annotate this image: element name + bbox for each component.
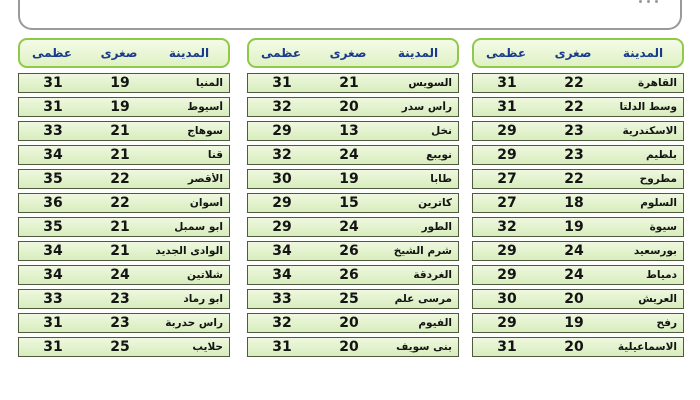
city-cell: راس حدربة: [165, 317, 223, 329]
city-cell: الفيوم: [418, 317, 452, 329]
city-cell: كاترين: [418, 197, 452, 209]
table-row: [247, 265, 459, 285]
table-row: [247, 241, 459, 261]
header-max: عظمى: [260, 46, 302, 60]
max-temp-cell: 32: [497, 219, 517, 235]
min-temp-cell: 19: [564, 315, 584, 331]
min-temp-cell: 20: [339, 339, 359, 355]
max-temp-cell: 29: [272, 123, 292, 139]
city-cell: نخل: [431, 125, 452, 137]
city-cell: الطور: [421, 221, 452, 233]
min-temp-cell: 22: [564, 99, 584, 115]
city-cell: بنى سويف: [396, 341, 452, 353]
min-temp-cell: 19: [110, 75, 130, 91]
city-cell: بلطيم: [646, 149, 677, 161]
table-row: [472, 97, 684, 117]
table-row: [18, 241, 230, 261]
max-temp-cell: 29: [497, 315, 517, 331]
city-cell: طابا: [430, 173, 452, 185]
table-row: [18, 121, 230, 141]
max-temp-cell: 32: [272, 147, 292, 163]
min-temp-cell: 24: [110, 267, 130, 283]
max-temp-cell: 29: [272, 219, 292, 235]
table-row: [472, 265, 684, 285]
min-temp-cell: 13: [339, 123, 359, 139]
city-cell: أسيوط: [187, 101, 223, 113]
min-temp-cell: 21: [339, 75, 359, 91]
table-row: [472, 193, 684, 213]
max-temp-cell: 29: [497, 267, 517, 283]
table-row: [247, 193, 459, 213]
max-temp-cell: 29: [497, 123, 517, 139]
header-city: المدينة: [622, 46, 664, 60]
table-row: [18, 97, 230, 117]
table-row: [472, 121, 684, 141]
max-temp-cell: 27: [497, 171, 517, 187]
city-cell: قنا: [207, 149, 223, 161]
table-header: [472, 38, 684, 68]
min-temp-cell: 26: [339, 243, 359, 259]
table-row: [18, 193, 230, 213]
min-temp-cell: 24: [564, 267, 584, 283]
min-temp-cell: 19: [110, 99, 130, 115]
min-temp-cell: 21: [110, 147, 130, 163]
city-cell: الاسكندرية: [622, 125, 677, 137]
table-row: [247, 337, 459, 357]
city-cell: مطروح: [639, 173, 677, 185]
table-header: [247, 38, 459, 68]
top-frame: [18, 0, 682, 30]
max-temp-cell: 31: [43, 315, 63, 331]
max-temp-cell: 35: [43, 171, 63, 187]
max-temp-cell: 30: [272, 171, 292, 187]
max-temp-cell: 30: [497, 291, 517, 307]
table-row: [18, 313, 230, 333]
city-cell: ابو سمبل: [174, 221, 223, 233]
min-temp-cell: 22: [110, 195, 130, 211]
max-temp-cell: 31: [497, 339, 517, 355]
max-temp-cell: 29: [497, 147, 517, 163]
max-temp-cell: 33: [272, 291, 292, 307]
max-temp-cell: 34: [43, 147, 63, 163]
header-min: صغرى: [100, 46, 138, 60]
city-cell: مرسى علم: [394, 293, 452, 305]
min-temp-cell: 20: [339, 315, 359, 331]
min-temp-cell: 21: [110, 243, 130, 259]
max-temp-cell: 31: [497, 99, 517, 115]
max-temp-cell: 33: [43, 123, 63, 139]
table-row: [472, 241, 684, 261]
min-temp-cell: 24: [339, 147, 359, 163]
min-temp-cell: 24: [564, 243, 584, 259]
max-temp-cell: 29: [272, 195, 292, 211]
table-row: [18, 217, 230, 237]
weather-table-1: [472, 38, 684, 361]
city-cell: حلايب: [192, 341, 223, 353]
weather-table-3: [18, 38, 230, 361]
weather-table-2: [247, 38, 459, 361]
min-temp-cell: 19: [339, 171, 359, 187]
min-temp-cell: 18: [564, 195, 584, 211]
city-cell: سيوة: [649, 221, 677, 233]
city-cell: وسط الدلتا: [619, 101, 677, 113]
table-row: [247, 313, 459, 333]
table-row: [247, 73, 459, 93]
max-temp-cell: 31: [272, 339, 292, 355]
table-row: [247, 121, 459, 141]
min-temp-cell: 19: [564, 219, 584, 235]
min-temp-cell: 26: [339, 267, 359, 283]
table-row: [472, 73, 684, 93]
max-temp-cell: 32: [272, 99, 292, 115]
city-cell: دمياط: [645, 269, 677, 281]
max-temp-cell: 32: [272, 315, 292, 331]
min-temp-cell: 21: [110, 219, 130, 235]
city-cell: نويبع: [426, 149, 452, 161]
min-temp-cell: 23: [110, 315, 130, 331]
max-temp-cell: 31: [43, 99, 63, 115]
table-row: [247, 217, 459, 237]
min-temp-cell: 25: [110, 339, 130, 355]
max-temp-cell: 34: [272, 243, 292, 259]
max-temp-cell: 31: [43, 339, 63, 355]
header-min: صغرى: [554, 46, 592, 60]
max-temp-cell: 36: [43, 195, 63, 211]
table-row: [18, 337, 230, 357]
city-cell: المنيا: [195, 77, 223, 89]
table-row: [18, 145, 230, 165]
table-row: [472, 217, 684, 237]
header-min: صغرى: [329, 46, 367, 60]
menu-dots-icon: [632, 0, 658, 6]
table-row: [472, 145, 684, 165]
table-row: [472, 313, 684, 333]
min-temp-cell: 15: [339, 195, 359, 211]
min-temp-cell: 20: [564, 339, 584, 355]
table-row: [247, 145, 459, 165]
max-temp-cell: 34: [272, 267, 292, 283]
table-row: [18, 169, 230, 189]
city-cell: الغردقة: [413, 269, 452, 281]
city-cell: ابو رماد: [183, 293, 223, 305]
max-temp-cell: 35: [43, 219, 63, 235]
city-cell: السويس: [408, 77, 452, 89]
table-row: [18, 265, 230, 285]
city-cell: العريش: [638, 293, 677, 305]
min-temp-cell: 23: [564, 147, 584, 163]
max-temp-cell: 31: [497, 75, 517, 91]
max-temp-cell: 31: [43, 75, 63, 91]
max-temp-cell: 27: [497, 195, 517, 211]
min-temp-cell: 23: [110, 291, 130, 307]
max-temp-cell: 34: [43, 267, 63, 283]
city-cell: الوادى الجديد: [155, 245, 223, 257]
max-temp-cell: 33: [43, 291, 63, 307]
table-header: [18, 38, 230, 68]
header-max: عظمى: [485, 46, 527, 60]
table-row: [247, 289, 459, 309]
table-row: [472, 169, 684, 189]
header-city: المدينة: [168, 46, 210, 60]
table-row: [247, 97, 459, 117]
table-row: [472, 289, 684, 309]
table-row: [247, 169, 459, 189]
max-temp-cell: 31: [272, 75, 292, 91]
min-temp-cell: 25: [339, 291, 359, 307]
header-city: المدينة: [397, 46, 439, 60]
city-cell: السلوم: [640, 197, 677, 209]
city-cell: أسوان: [189, 197, 223, 209]
city-cell: الاسماعيلية: [617, 341, 677, 353]
table-row: [472, 337, 684, 357]
max-temp-cell: 34: [43, 243, 63, 259]
min-temp-cell: 22: [564, 171, 584, 187]
city-cell: سوهاج: [187, 125, 223, 137]
city-cell: رأس سدر: [401, 101, 452, 113]
city-cell: بورسعيد: [633, 245, 677, 257]
header-max: عظمى: [31, 46, 73, 60]
min-temp-cell: 20: [564, 291, 584, 307]
table-row: [18, 289, 230, 309]
city-cell: شرم الشيخ: [393, 245, 452, 257]
min-temp-cell: 22: [110, 171, 130, 187]
city-cell: رفح: [656, 317, 677, 329]
city-cell: الأقصر: [187, 173, 223, 185]
city-cell: القاهرة: [637, 77, 677, 89]
min-temp-cell: 24: [339, 219, 359, 235]
max-temp-cell: 29: [497, 243, 517, 259]
min-temp-cell: 20: [339, 99, 359, 115]
table-row: [18, 73, 230, 93]
city-cell: شلاتين: [187, 269, 223, 281]
min-temp-cell: 21: [110, 123, 130, 139]
min-temp-cell: 22: [564, 75, 584, 91]
min-temp-cell: 23: [564, 123, 584, 139]
